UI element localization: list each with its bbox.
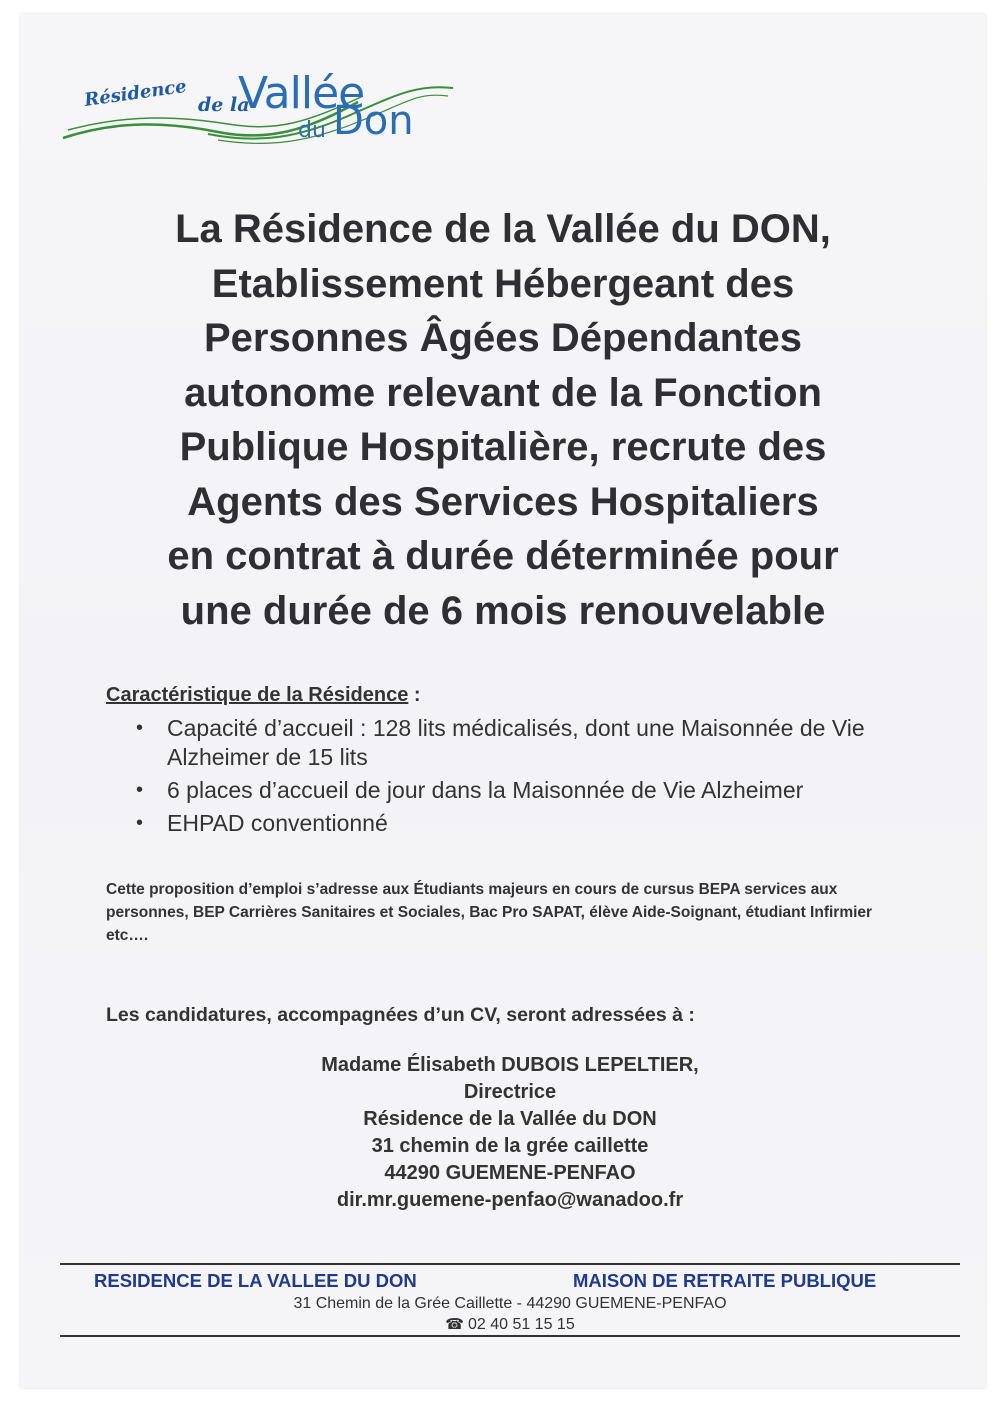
document-page [20,14,986,1388]
logo-du-text: du [298,118,326,143]
list-item [130,809,930,838]
footer-residence-name: RESIDENCE DE LA VALLEE DU DON [94,1270,417,1291]
headline-line: Etablissement Hébergeant des [211,261,795,306]
contact-organization: Résidence de la Vallée du DON [363,1108,657,1130]
contact-street: 31 chemin de la grée caillette [371,1135,649,1157]
bullet-icon: • [136,717,144,739]
logo-de-la-text: de la [198,94,250,116]
footer-phone [60,1315,960,1334]
headline-line: Publique Hospitalière, recrute des [179,425,827,469]
logo-vallee-text: Vallée [238,68,365,119]
headline-line: en contrat à durée déterminée pour [167,534,839,578]
headline-line: une durée de 6 mois renouvelable [180,588,826,633]
contact-address [170,1052,850,1214]
contact-name: Madame Élisabeth DUBOIS LEPELTIER, [321,1054,699,1076]
list-item-text: 6 places d’accueil de jour dans la Maisonnée de Vie Alzheimer [167,777,804,803]
list-item [130,714,930,772]
eligibility-note: Cette proposition d’emploi s’adresse aux Étudiants majeurs en cours de cursus BEPA services aux personnes, BEP Carrières Sanitaires et Sociales, Bac Pro SAPAT, élève Aide-Soignant, étudiant Infirmier etc…. [106,881,873,944]
footer-tagline: MAISON DE RETRAITE PUBLIQUE [573,1270,877,1291]
residence-logo [58,60,458,160]
headline [40,202,966,638]
logo-residence-text: Résidence [83,75,188,111]
headline-line: La Résidence de la Vallée du DON, [175,207,831,251]
footer-address: 31 Chemin de la Grée Caillette - 44290 GUEMENE-PENFAO [293,1295,727,1312]
characteristics-heading [106,684,421,707]
list-item-text: EHPAD conventionné [167,810,388,836]
headline-line: Personnes Âgées Dépendantes [204,316,802,360]
headline-line: Agents des Services Hospitaliers [187,479,819,524]
telephone-icon: ☎ [445,1316,464,1333]
footer-top-divider [60,1263,960,1265]
characteristics-title: Caractéristique de la Résidence [106,684,409,706]
logo-don-text: Don [333,98,414,144]
footer-bottom-divider [60,1335,960,1337]
application-instructions: Les candidatures, accompagnées d’un CV, seront adressées à : [106,1004,695,1026]
list-item-text: Capacité d’accueil : 128 lits médicalisés, dont une Maisonnée de Vie Alzheimer de 15 lits [167,715,865,770]
bullet-icon: • [136,779,144,801]
contact-city: 44290 GUEMENE-PENFAO [384,1162,636,1184]
characteristics-title-suffix: : [408,684,421,706]
bullet-icon: • [136,812,144,834]
list-item [130,776,930,805]
contact-email: dir.mr.guemene-penfao@wanadoo.fr [336,1189,684,1211]
headline-line: autonome relevant de la Fonction [184,370,822,415]
footer-phone-number: 02 40 51 15 15 [467,1316,575,1333]
contact-role: Directrice [463,1081,557,1103]
characteristics-list [130,714,930,842]
